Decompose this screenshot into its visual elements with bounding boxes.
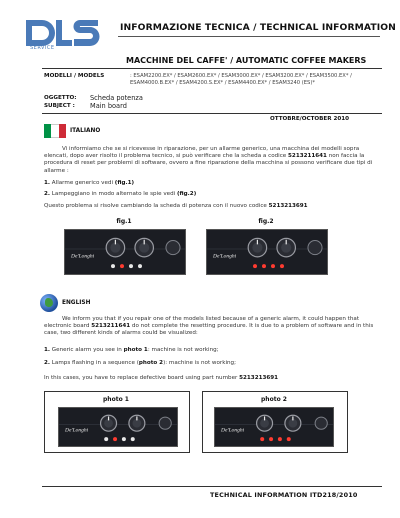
control-panel-graphic (59, 408, 177, 446)
italian-intro: Vi informiamo che se si ricevesse in riparazione, per un allarme generico, una macchina dei modelli sopra elencati, dopo aver risolto il problema tecnico, si può verificare che la scheda a codice 5213211641 non faccia la procedura di reset per problemi di software, ovvero a fine riparazione della macchina si possono verificare due tipi di allarme : (44, 146, 373, 174)
fig2-label: fig.2 (258, 218, 274, 225)
object-value: Scheda potenza (90, 94, 143, 102)
selector-knob (308, 241, 322, 255)
english-heading: ENGLISH (62, 300, 91, 306)
brand-label: De'Longhi (221, 427, 245, 434)
italian-item-1: 1. Allarme generico vedi (fig.1) (44, 180, 135, 186)
meta-divider (42, 113, 382, 114)
indicator-led (104, 437, 108, 441)
indicator-led (262, 264, 266, 268)
indicator-led (280, 264, 284, 268)
page-subtitle: MACCHINE DEL CAFFE' / AUTOMATIC COFFEE MAKERS (126, 56, 367, 65)
brand-label: De'Longhi (65, 427, 89, 434)
indicator-led (113, 437, 117, 441)
indicator-led (122, 437, 126, 441)
selector-knob (159, 417, 171, 429)
brand-label: De'Longhi (213, 253, 237, 260)
control-panel-graphic (207, 230, 327, 274)
photo1-control-panel-photo (58, 407, 178, 447)
italian-item-2: 2. Lampeggiano in modo alternato le spie vedi (fig.2) (44, 191, 197, 197)
brand-label: De'Longhi (71, 253, 95, 260)
control-panel-graphic (215, 408, 333, 446)
photo1-label: photo 1 (103, 396, 129, 403)
issue-date: OTTOBRE/OCTOBER 2010 (270, 116, 350, 122)
models-list: : ESAM2200.EX* / ESAM2600.EX* / ESAM3000.EX* / ESAM3200.EX* / ESAM3500.EX* / ESAM4000.B.EX* / ESAM4200.S.EX* / ESAM4400.EX* / ESAM3240 (ES)* (130, 73, 352, 86)
italian-solution: Questo problema si risolve cambiando la scheda di potenza con il nuovo codice 5213213691 (44, 203, 308, 209)
english-solution: In this cases, you have to replace defective board using part number 5213213691 (44, 375, 279, 381)
indicator-led (138, 264, 142, 268)
page-title: INFORMAZIONE TECNICA / TECHNICAL INFORMATION (120, 22, 396, 33)
selector-knob (166, 241, 180, 255)
fig2-control-panel-photo (206, 229, 328, 275)
models-label: MODELLI / MODELS (44, 73, 105, 79)
fig1-label: fig.1 (116, 218, 132, 225)
photo2-label: photo 2 (261, 396, 287, 403)
footer-divider (42, 486, 382, 487)
italian-heading: ITALIANO (70, 128, 101, 134)
english-item-2: 2. Lamps flashing in a sequence (photo 2): machine is not working; (44, 360, 236, 366)
italian-flag-icon (44, 124, 66, 138)
header-divider (118, 36, 380, 37)
globe-icon (40, 294, 58, 312)
english-intro: We inform you that if you repair one of the models listed because of a generic alarm, it could happen that electronic board 5213211641 do not complete the resetting procedure. It is due to a problem of software and in this case, two different kinds of alarms could be visualized: (44, 316, 374, 337)
indicator-led (120, 264, 124, 268)
indicator-led (131, 437, 135, 441)
object-label: OGGETTO: (44, 95, 77, 101)
photo2-control-panel-photo (214, 407, 334, 447)
indicator-led (287, 437, 291, 441)
control-panel-graphic (65, 230, 185, 274)
english-item-1: 1. Generic alarm you see in photo 1: machine is not working; (44, 347, 219, 353)
indicator-led (129, 264, 133, 268)
fig1-control-panel-photo (64, 229, 186, 275)
subject-value: Main board (90, 102, 127, 110)
indicator-led (111, 264, 115, 268)
dls-logo-graphic (26, 18, 100, 48)
indicator-led (253, 264, 257, 268)
indicator-led (278, 437, 282, 441)
logo-service-text: SERVICE (30, 45, 55, 51)
subject-label: SUBJECT : (44, 103, 75, 109)
indicator-led (260, 437, 264, 441)
indicator-led (269, 437, 273, 441)
subtitle-divider (42, 68, 382, 69)
selector-knob (315, 417, 327, 429)
indicator-led (271, 264, 275, 268)
footer-text: TECHNICAL INFORMATION ITD218/2010 (210, 491, 358, 499)
